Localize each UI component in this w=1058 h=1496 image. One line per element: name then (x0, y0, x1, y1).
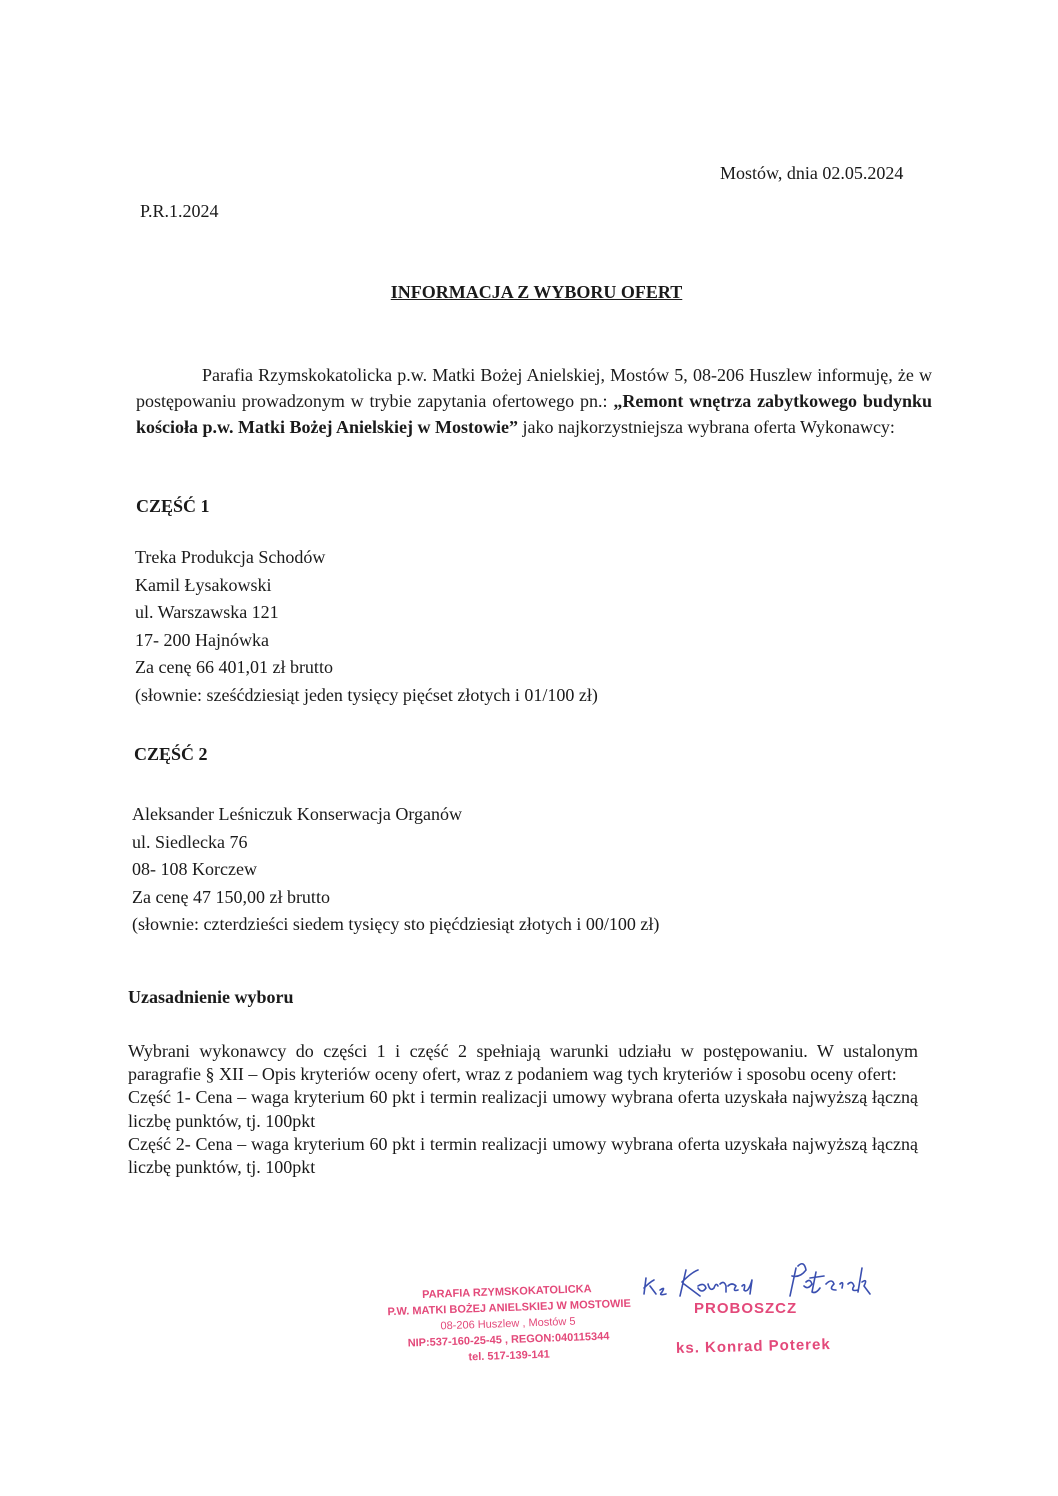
intro-text-a: Parafia Rzymskokatolicka p.w. Matki Bożej Anielskiej, Mostów 5, 08-206 Huszlew informuję, że w postępowaniu prowadzonym w trybie zapytania ofertowego pn.: (136, 365, 932, 411)
justification-body (128, 1040, 918, 1179)
signatory-name: ks. Konrad Poterek (675, 1335, 831, 1358)
stamp-line: NIP:537-160-25-45 , REGON:040115344 (407, 1330, 610, 1350)
justification-heading: Uzasadnienie wyboru (128, 987, 294, 1007)
stamp-line: PARAFIA RZYMSKOKATOLICKA (421, 1283, 592, 1301)
stamp-line: 08-206 Huszlew , Mostów 5 (440, 1315, 576, 1333)
justification-paragraph: Część 2- Cena – waga kryterium 60 pkt i termin realizacji umowy wybrana oferta uzyskała najwyższą łączną liczbę punktów, tj. 100pkt (128, 1133, 918, 1178)
part-1-price: Za cenę 66 401,01 zł brutto (135, 657, 333, 678)
part-1-offer (135, 544, 598, 710)
part-1-heading: CZĘŚĆ 1 (136, 496, 210, 516)
signatory-role: PROBOSZCZ (694, 1300, 798, 1317)
stamp-line: tel. 517-139-141 (468, 1348, 550, 1364)
part-2-price-words: (słownie: czterdzieści siedem tysięcy sto pięćdziesiąt złotych i 00/100 zł) (132, 914, 660, 935)
part-2-line: Aleksander Leśniczuk Konserwacja Organów (132, 804, 463, 824)
intro-text-b: jako najkorzystniejsza wybrana oferta Wykonawcy: (517, 417, 895, 437)
parish-stamp (387, 1280, 630, 1368)
part-2-line: 08- 108 Korczew (132, 859, 257, 880)
justification-paragraph: Część 1- Cena – waga kryterium 60 pkt i termin realizacji umowy wybrana oferta uzyskała najwyższą łączną liczbę punktów, tj. 100pkt (128, 1087, 918, 1131)
part-2-line: ul. Siedlecka 76 (132, 831, 248, 852)
part-1-price-words: (słownie: sześćdziesiąt jeden tysięcy pięćset złotych i 01/100 zł) (135, 684, 598, 705)
part-1-line: Treka Produkcja Schodów (135, 547, 326, 567)
document-date: Mostów, dnia 02.05.2024 (720, 163, 904, 183)
justification-paragraph: Wybrani wykonawcy do części 1 i część 2 spełniają warunki udziału w postępowaniu. W ustalonym paragrafie § XII – Opis kryteriów oceny ofert, wraz z podaniem wag tych kryteriów i sposobu oceny ofert: (128, 1041, 918, 1085)
part-2-offer (132, 801, 659, 939)
part-1-line: 17- 200 Hajnówka (135, 629, 269, 650)
stamp-line: P.W. MATKI BOŻEJ ANIELSKIEJ W MOSTOWIE (387, 1297, 632, 1319)
intro-paragraph (136, 362, 932, 440)
handwritten-signature (640, 1256, 920, 1306)
part-1-line: ul. Warszawska 121 (135, 602, 279, 623)
part-2-price: Za cenę 47 150,00 zł brutto (132, 886, 330, 907)
part-2-heading: CZĘŚĆ 2 (134, 744, 208, 764)
document-reference: P.R.1.2024 (140, 201, 219, 221)
part-1-line: Kamil Łysakowski (135, 574, 272, 595)
intro-project-name: „Remont wnętrza zabytkowego budynku kościoła p.w. Matki Bożej Anielskiej w Mostowie” (136, 391, 932, 437)
document-title: INFORMACJA Z WYBORU OFERT (390, 282, 683, 302)
